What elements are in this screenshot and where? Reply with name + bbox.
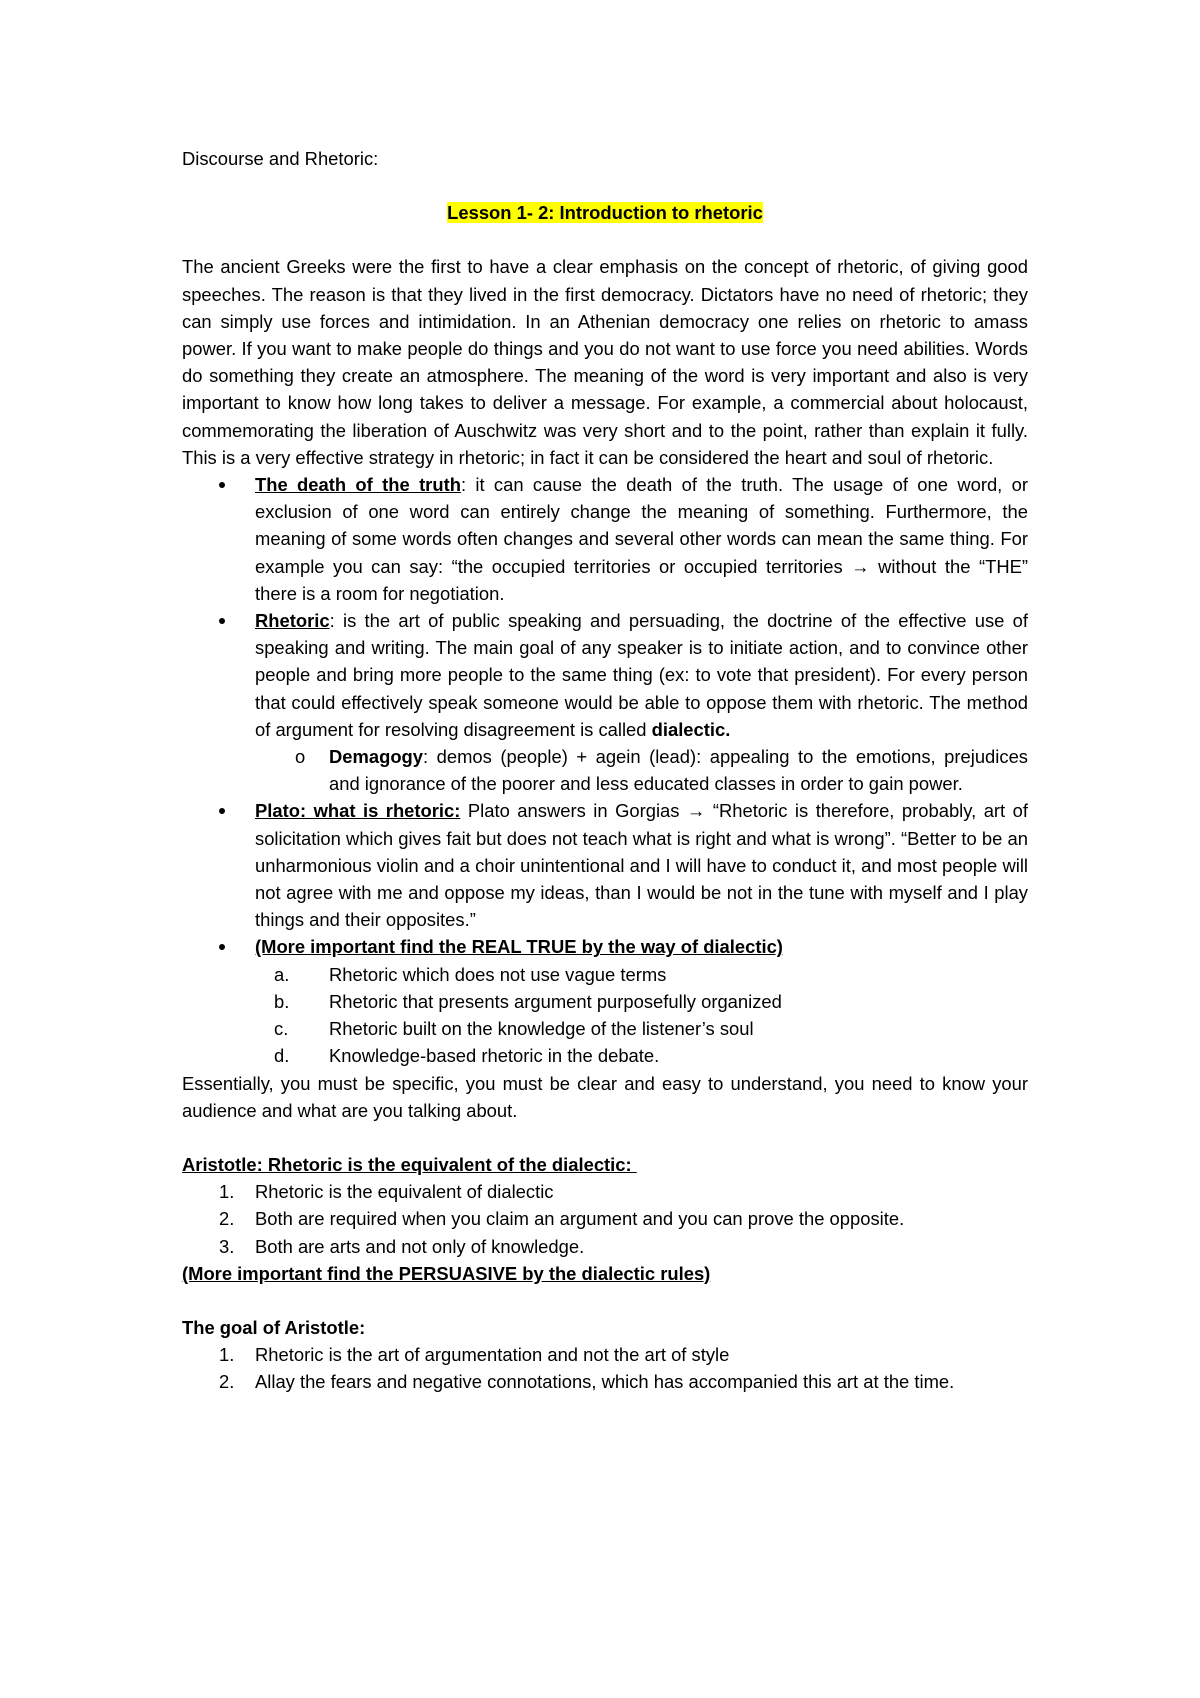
lesson-title: Lesson 1- 2: Introduction to rhetoric: [447, 202, 763, 224]
list-item: 1. Rhetoric is the equivalent of dialectic: [219, 1181, 554, 1203]
list-item: b. Rhetoric that presents argument purposefully organized: [274, 990, 782, 1012]
bullet-term: Rhetoric: [255, 610, 330, 632]
lesson-title-line: [182, 199, 1028, 226]
persuasive-note: (More important find the PERSUASIVE by the dialectic rules): [182, 1262, 711, 1284]
goal-heading: The goal of Aristotle:: [182, 1316, 366, 1338]
bullet-dot-icon: [219, 471, 239, 498]
aristotle-heading: Aristotle: Rhetoric is the equivalent of the dialectic:: [182, 1153, 637, 1175]
bullet-more-important: [182, 933, 1028, 960]
list-item: a. Rhetoric which does not use vague terms: [274, 963, 667, 985]
bullet-term: (More important find the REAL TRUE by the way of dialectic): [255, 936, 783, 958]
list-item: 2. Allay the fears and negative connotations, which has accompanied this art at the time.: [219, 1371, 955, 1393]
list-item: d. Knowledge-based rhetoric in the debate.: [274, 1045, 660, 1067]
intro-paragraph: The ancient Greeks were the first to have a clear emphasis on the concept of rhetoric, of giving good speeches. The reason is that they lived in the first democracy. Dictators have no need of rhetoric; they can simply use forces and intimidation. In an Athenian democracy one relies on rhetoric to amass power. If you want to make people do things and you do not want to use force you need abilities. Words do something they create an atmosphere. The meaning of the word is very important and also is very important to know how long takes to deliver a message. For example, a commercial about holocaust, commemorating the liberation of Auschwitz was very short and to the point, rather than explain it fully. This is a very effective strategy in rhetoric; in fact it can be considered the heart and soul of rhetoric.: [182, 256, 1028, 468]
list-item: 1. Rhetoric is the art of argumentation and not the art of style: [219, 1344, 730, 1366]
bullet-dot-icon: [219, 797, 239, 824]
bullet-dot-icon: [219, 933, 239, 960]
list-item: 3. Both are arts and not only of knowledge.: [219, 1235, 585, 1257]
dialectic-term: dialectic.: [651, 718, 731, 740]
arrow-right-icon: →: [686, 800, 706, 822]
essentially-paragraph: Essentially, you must be specific, you must be clear and easy to understand, you need to know your audience and what are you talking about.: [182, 1072, 1028, 1121]
bullet-rhetoric: Rhetoric: is the art of public speaking and persuading, the doctrine of the effective use of speaking and writing. The main goal of any speaker is to initiate action, and to convince other people and bring more people to the same thing (ex: to vote that president). For every person that could effectively speak someone would be able to oppose them with rhetoric. The method of argument for resolving disagreement is called dialectic.: [182, 607, 1028, 743]
list-item: 2. Both are required when you claim an argument and you can prove the opposite.: [219, 1208, 905, 1230]
demagogy-term: Demagogy: [329, 746, 424, 768]
list-item: c. Rhetoric built on the knowledge of the listener’s soul: [274, 1018, 754, 1040]
arrow-right-icon: →: [851, 555, 870, 577]
bullet-death-of-truth: The death of the truth: it can cause the death of the truth. The usage of one word, or exclusion of one word can entirely change the meaning of something. Furthermore, the meaning of some words often changes and several other words can mean the same thing. For example you can say: “the occupied territories or occupied territories → without the “THE” there is a room for negotiation.: [182, 471, 1028, 607]
bullet-term: The death of the truth: [255, 474, 461, 496]
bullet-term: Plato: what is rhetoric:: [255, 800, 461, 822]
sub-bullet-demagogy: o Demagogy: demos (people) + agein (lead): appealing to the emotions, prejudices and ignorance of the poorer and less educated classes in order to gain power.: [182, 743, 1028, 797]
document-heading: Discourse and Rhetoric:: [182, 148, 379, 169]
document-page: [182, 145, 1028, 1396]
bullet-dot-icon: [219, 607, 239, 634]
bullet-plato: Plato: what is rhetoric: Plato answers in Gorgias → “Rhetoric is therefore, probably, art of solicitation which gives fait but does not teach what is right and what is wrong”. “Better to be an unharmonious violin and a choir unintentional and I will have to conduct it, and most people will not agree with me and oppose my ideas, than I would be not in the tune with myself and I play things and their opposites.”: [182, 797, 1028, 933]
sub-bullet-marker: o: [295, 746, 306, 768]
